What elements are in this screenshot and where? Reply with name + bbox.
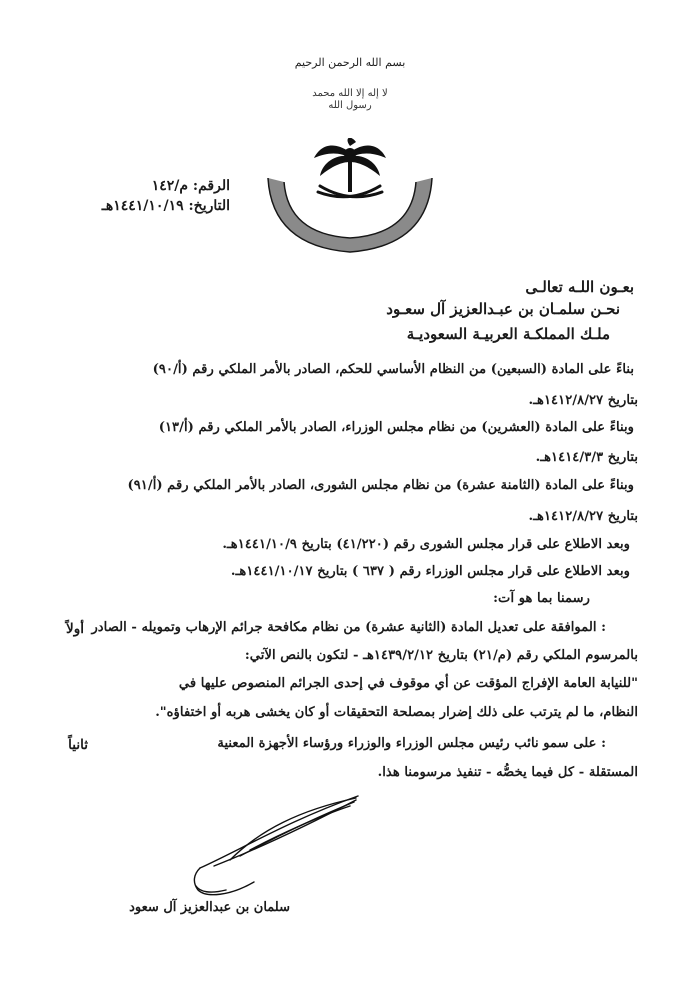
signatory-name: سلمان بن عبدالعزيز آل سعود [129, 900, 290, 915]
preamble-3-line-2: بتاريخ ١٤١٢/٨/٢٧هـ. [528, 509, 638, 524]
article-first-label: أولاً [66, 621, 84, 637]
article-first-line-4: النظام، ما لم يترتب على ذلك إضرار بمصلحة التحقيقات أو كان يخشى هربه أو اختفاؤه". [155, 705, 638, 720]
preamble-5: وبعد الاطلاع على قرار مجلس الوزراء رقم ( ٦٣٧ ) بتاريخ ١٤٤١/١٠/١٧هـ. [230, 564, 630, 579]
preamble-3-line-1: وبناءً على المادة (الثامنة عشرة) من نظام مجلس الشورى، الصادر بالأمر الملكي رقم (أ/٩١) [127, 478, 634, 493]
royal-signature-icon [170, 790, 370, 900]
decree-intro: رسمنا بما هو آت: [493, 591, 590, 606]
article-first-line-3: "للنيابة العامة الإفراج المؤقت عن أي موقوف في إحدى الجرائم المنصوص عليها في [178, 676, 638, 691]
preamble-2-line-2: بتاريخ ١٤١٤/٣/٣هـ. [535, 450, 638, 465]
preamble-2-line-1: وبناءً على المادة (العشرين) من نظام مجلس الوزراء، الصادر بالأمر الملكي رقم (أ/١٣) [158, 420, 634, 435]
king-name-line: نحـن سلمـان بن عبـدالعزيز آل سعـود [386, 300, 620, 318]
saudi-emblem-icon [262, 138, 438, 258]
preamble-1-line-2: بتاريخ ١٤١٢/٨/٢٧هـ. [528, 393, 638, 408]
opening-invocation: بعـون اللـه تعالـى [525, 278, 634, 296]
article-first-line-2: بالمرسوم الملكي رقم (م/٢١) بتاريخ ١٤٣٩/٢/١٢هـ - لتكون بالنص الآتي: [244, 648, 638, 663]
basmala: بسم الله الرحمن الرحيم [294, 56, 406, 69]
shahada-calligraphy: لا إله إلا الله محمد رسول الله [312, 88, 388, 111]
preamble-4: وبعد الاطلاع على قرار مجلس الشورى رقم (٤١/٢٢٠) بتاريخ ١٤٤١/١٠/٩هـ. [222, 537, 630, 552]
article-first-line-1: : الموافقة على تعديل المادة (الثانية عشرة) من نظام مكافحة جرائم الإرهاب وتمويله - الصادر [91, 620, 606, 635]
article-second-line-2: المستقلة - كل فيما يخصُّه - تنفيذ مرسومنا هذا. [377, 765, 638, 780]
article-second-line-1: : على سمو نائب رئيس مجلس الوزراء والوزراء ورؤساء الأجهزة المعنية [217, 736, 606, 751]
preamble-1-line-1: بناءً على المادة (السبعين) من النظام الأساسي للحكم، الصادر بالأمر الملكي رقم (أ/٩٠) [152, 362, 634, 377]
reference-block [100, 178, 230, 218]
article-second-label: ثانياً [68, 737, 88, 753]
reference-number: الرقم: م/١٤٢ [151, 178, 230, 194]
reference-date: التاريخ: ١٤٤١/١٠/١٩هـ [101, 198, 230, 214]
king-title-line: ملـك المملكـة العربيـة السعوديـة [406, 325, 610, 343]
